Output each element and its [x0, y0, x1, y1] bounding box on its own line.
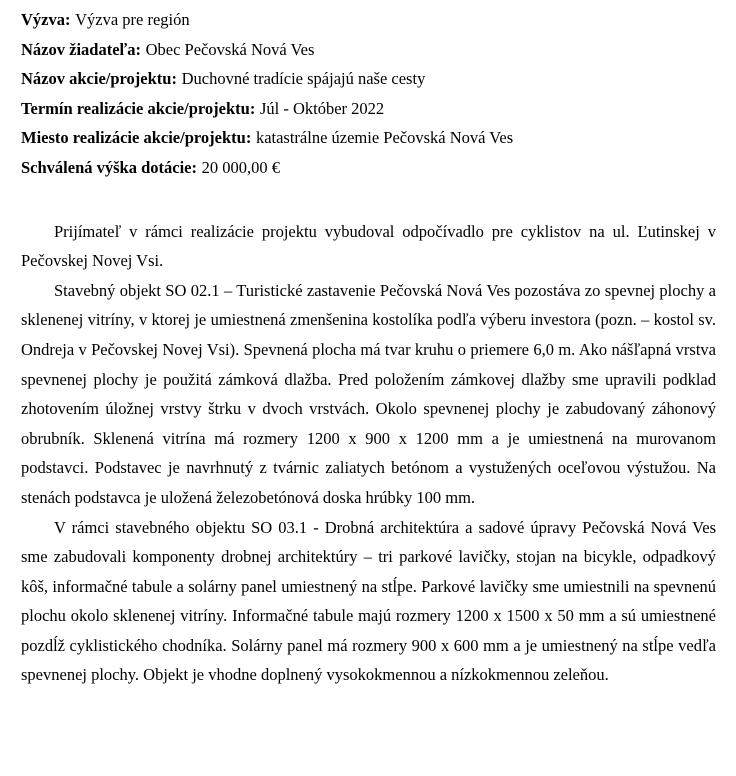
meta-value: Duchovné tradície spájajú naše cesty [181, 69, 426, 89]
meta-value: katastrálne územie Pečovská Nová Ves [255, 128, 514, 148]
meta-line-call [21, 5, 716, 35]
meta-value: Obec Pečovská Nová Ves [145, 39, 315, 59]
meta-label: Schválená výška dotácie: [21, 157, 198, 177]
meta-value: Výzva pre región [75, 10, 190, 29]
meta-label: Výzva: [21, 10, 71, 29]
meta-value: Júl - Október 2022 [259, 98, 385, 118]
meta-label: Termín realizácie akcie/projektu: [21, 98, 256, 118]
paragraph-so-02-1: Stavebný objekt SO 02.1 – Turistické zastavenie Pečovská Nová Ves pozostáva zo spevnej plochy a sklenenej vitríny, v ktorej je umiestnená zmenšenina kostolíka podľa výberu investora (pozn. – kostol sv. Ondreja v Pečovskej Novej Vsi). Spevnená plocha má tvar kruhu o priemere 6,0 m. Ako nášľapná vrstva spevnenej plochy je použitá zámková dlažba. Pred položením zámkovej dlažby sme upravili podklad zhotovením úložnej vrstvy štrku v dvoch vrstvách. Okolo spevnenej plochy je zabudovaný záhonový obrubník. Sklenená vitrína má rozmery 1200 x 900 x 1200 mm a je umiestnená na murovanom podstavci. Podstavec je navrhnutý z tvárnic zaliatych betónom a vystužených oceľovou výstužou. Na stenách podstavca je uložená železobetónová doska hrúbky 100 mm. [21, 280, 716, 507]
project-meta-block [21, 5, 716, 183]
report-body [21, 217, 716, 691]
meta-line-location [21, 123, 716, 153]
paragraph-intro: Prijímateľ v rámci realizácie projektu vybudoval odpočívadlo pre cyklistov na ul. Ľutinskej v Pečovskej Novej Vsi. [21, 221, 716, 271]
meta-value: 20 000,00 € [201, 157, 280, 177]
meta-label: Miesto realizácie akcie/projektu: [21, 128, 252, 148]
meta-line-applicant [21, 35, 716, 65]
meta-line-grant-amount [21, 153, 716, 183]
meta-line-project-name [21, 64, 716, 94]
meta-line-term [21, 94, 716, 124]
meta-label: Názov žiadateľa: [21, 39, 141, 59]
paragraph-so-03-1: V rámci stavebného objektu SO 03.1 - Drobná architektúra a sadové úpravy Pečovská Nová Ves sme zabudovali komponenty drobnej architektúry – tri parkové lavičky, stojan na bicykle, odpadkový kôš, informačné tabule a solárny panel umiestnený na stĺpe. Parkové lavičky sme umiestnili na spevnenú plochu okolo sklenenej vitríny. Informačné tabule majú rozmery 1200 x 1500 x 50 mm a sú umiestnené pozdĺž cyklistického chodníka. Solárny panel má rozmery 900 x 600 mm a je umiestnený na stĺpe vedľa spevnenej plochy. Objekt je vhodne doplnený vysokokmennou a nízkokmennou zeleňou. [21, 517, 716, 685]
meta-label: Názov akcie/projektu: [21, 69, 177, 89]
